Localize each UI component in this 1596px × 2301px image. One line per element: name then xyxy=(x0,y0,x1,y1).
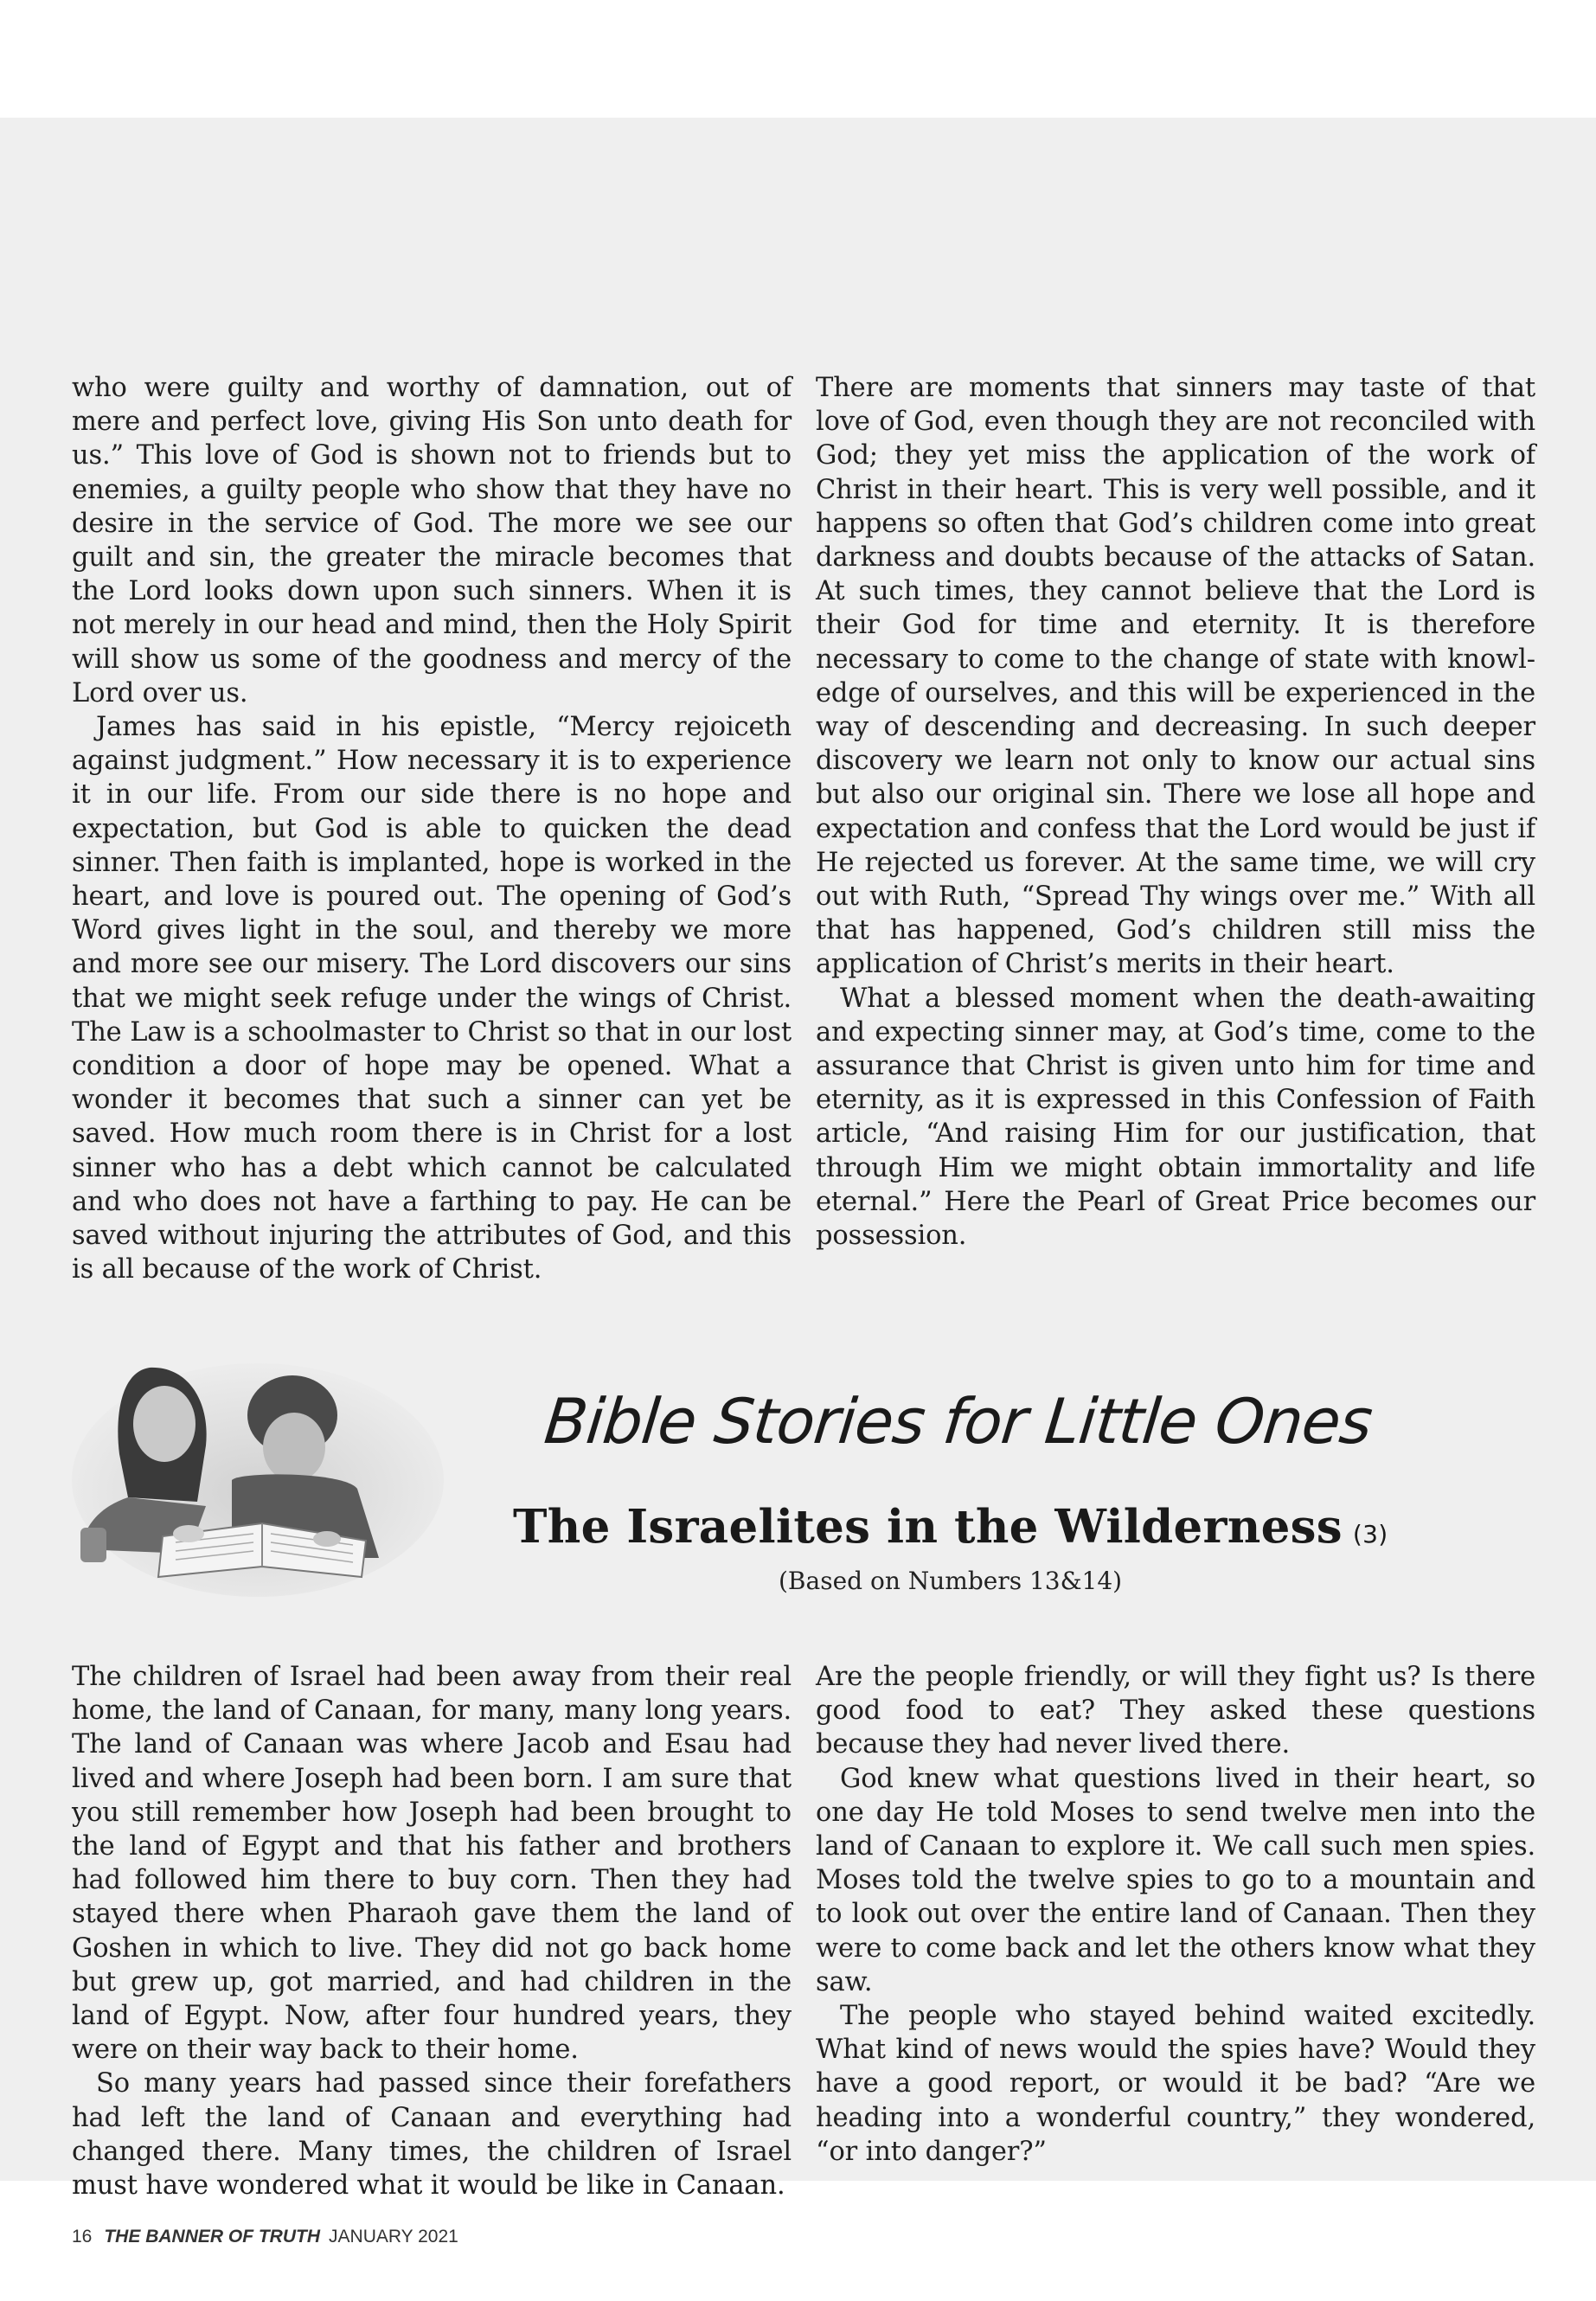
story-column-1 xyxy=(72,1660,792,2202)
story-title-text: The Israelites in the Wilderness xyxy=(513,1500,1343,1554)
paragraph: What a blessed moment when the death-awaiting and expecting sinner may, at God’s time, come to the assurance that Christ is given unto him for time and eternity, as it is expressed in this Confession of Faith article, “And raising Him for our justification, that through Him we might obtain immortality and life eternal.” Here the Pearl of Great Price becomes our possession. xyxy=(816,983,1535,1252)
story-part-number: (3) xyxy=(1352,1520,1388,1548)
story-subtitle: (Based on Numbers 13&14) xyxy=(779,1567,1123,1595)
paragraph: James has said in his epistle, “Mercy rejoiceth against judgment.” How necessary it is to experience it in our life. From our side there is no hope and expectation, but God is able to quicken the dead sinner. Then faith is implanted, hope is worked in the heart, and love is poured out. The opening of God’s Word gives light in the soul, and thereby we more and more see our misery. The Lord discovers our sins that we might seek refuge under the wings of Christ. The Law is a schoolmaster to Christ so that in our lost condition a door of hope may be opened. What a wonder it becomes that such a sinner can yet be saved. How much room there is in Christ for a lost sinner who has a debt which cannot be calculated and who does not have a farthing to pay. He can be saved without injuring the attributes of God, and this is all because of the work of Christ. xyxy=(72,712,792,1285)
page-number: 16 xyxy=(72,2227,93,2247)
story-column-2 xyxy=(816,1660,1535,2169)
page xyxy=(0,118,1596,2247)
publication-name: THE BANNER OF TRUTH xyxy=(104,2227,321,2247)
series-title: Bible Stories for Little Ones xyxy=(541,1385,1375,1458)
article-column-1 xyxy=(72,371,792,1286)
paragraph: God knew what questions lived in their heart, so one day He told Moses to send twelve men into the land of Canaan to explore it. We call such men spies. Moses told the twelve spies to go to a mountain and to look out over the entire land of Canaan. Then they were to come back and let the others know what they saw. xyxy=(816,1763,1535,1997)
issue-date: JANUARY 2021 xyxy=(329,2227,458,2247)
paragraph: who were guilty and worthy of damnation, out of mere and perfect love, giving His Son unto death for us.” This love of God is shown not to friends but to enemies, a guilty people who show that they have no desire in the service of God. The more we see our guilt and sin, the greater the miracle becomes that the Lord looks down upon such sinners. When it is not merely in our head and mind, then the Holy Spirit will show us some of the goodness and mercy of the Lord over us. xyxy=(72,373,792,708)
story-title xyxy=(513,1500,1465,1554)
paragraph: So many years had passed since their forefathers had left the land of Canaan and everything had changed there. Many times, the children of Israel must have wondered what it would be like in Canaan. xyxy=(72,2068,792,2202)
paragraph: There are moments that sinners may taste of that love of God, even though they are not reconciled with God; they yet miss the application of the work of Christ in their heart. This is very well possible, and it happens so often that God’s children come into great darkness and doubts because of the attacks of Satan. At such times, they cannot believe that the Lord is their God for time and eternity. It is therefore necessary to come to the change of state with knowledge of ourselves, and this will be experienced in the way of descending and decreasing. In such deeper discovery we learn not only to know our actual sins but also our original sin. There we lose all hope and expectation and confess that the Lord would be just if He rejected us forever. At the same time, we will cry out with Ruth, “Spread Thy wings over me.” With all that has happened, God’s children still miss the application of Christ’s merits in their heart. xyxy=(816,373,1535,980)
paragraph: The people who stayed behind waited excitedly. What kind of news would the spies have? Would they have a good report, or would it be bad? “Are we heading into a wonderful country,” they wondered, “or into danger?” xyxy=(816,2001,1535,2167)
article-column-2 xyxy=(816,371,1535,1253)
paragraph: The children of Israel had been away from their real home, the land of Canaan, for many, many long years. The land of Canaan was where Jacob and Esau had lived and where Joseph had been born. I am sure that you still remember how Joseph had been brought to the land of Egypt and that his father and brothers had followed him there to buy corn. Then they had stayed there when Pharaoh gave them the land of Goshen in which to live. They did not go back home but grew up, got married, and had children in the land of Egypt. Now, after four hundred years, they were on their way back to their home. xyxy=(72,1662,792,2066)
children-reading-bible-photo xyxy=(67,1350,448,1597)
paragraph: Are the people friendly, or will they fight us? Is there good food to eat? They asked these questions because they had never lived there. xyxy=(816,1662,1535,1760)
page-footer xyxy=(72,2227,458,2247)
